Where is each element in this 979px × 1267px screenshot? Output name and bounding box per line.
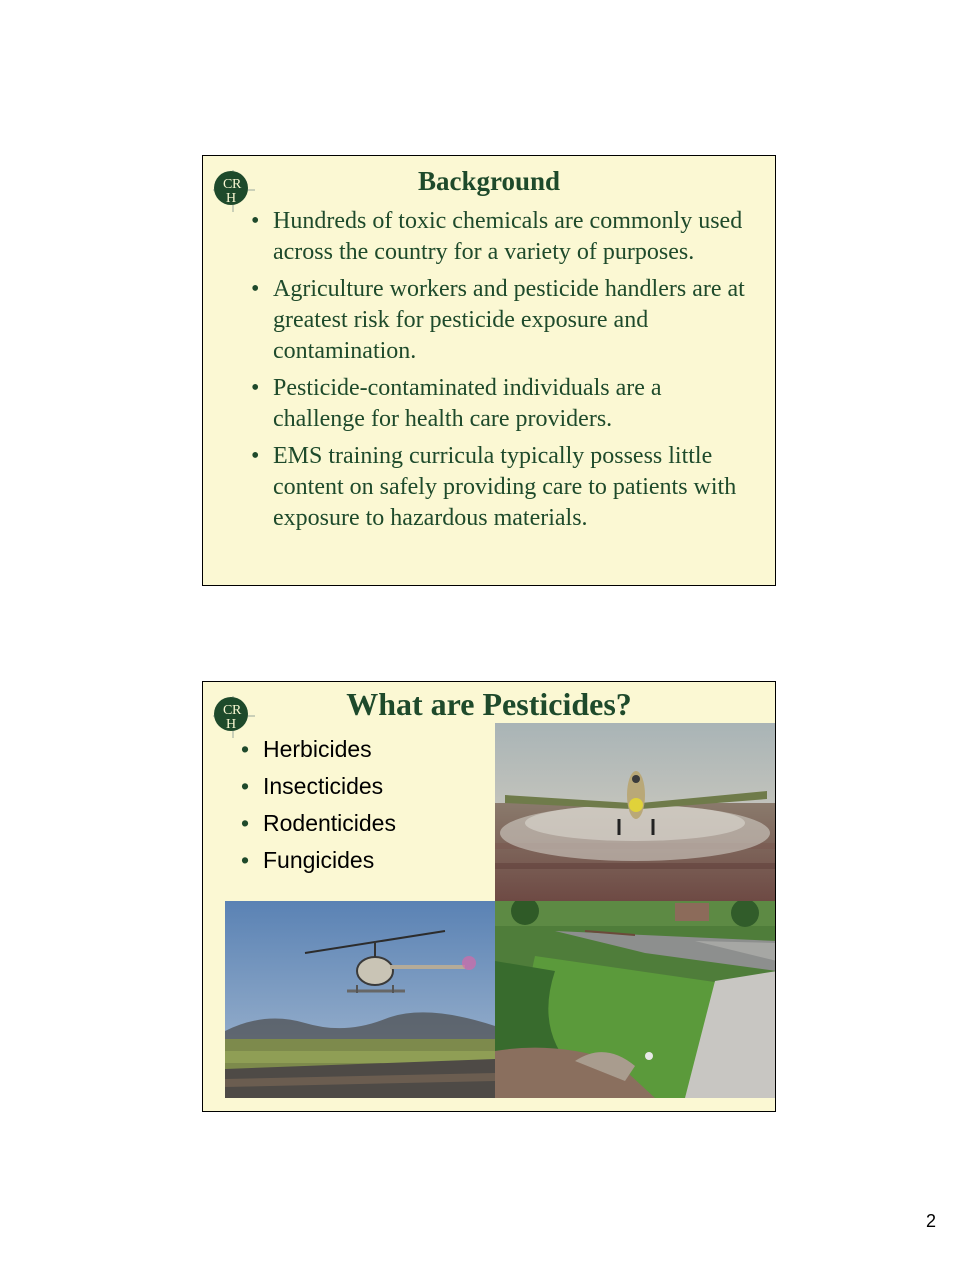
slide-title: What are Pesticides? bbox=[346, 686, 632, 722]
lawn-photo bbox=[495, 901, 776, 1098]
slide-title: Background bbox=[417, 166, 561, 196]
bullet-item: • Insecticides bbox=[239, 771, 396, 808]
bullet-list bbox=[239, 734, 396, 882]
svg-text:R: R bbox=[232, 703, 242, 718]
bullet-item: • Pesticide-contaminated individuals are a challenge for health care providers. bbox=[251, 373, 751, 435]
slide-what-are-pesticides bbox=[202, 681, 776, 1112]
bullet-item: • Rodenticides bbox=[239, 808, 396, 845]
crop-duster-photo bbox=[495, 723, 776, 901]
helicopter-photo bbox=[225, 901, 495, 1098]
svg-text:H: H bbox=[226, 717, 237, 732]
bullet-item: • Agriculture workers and pesticide handlers are at greatest risk for pesticide exposure and contamination. bbox=[251, 274, 751, 367]
bullet-item: • Hundreds of toxic chemicals are commonly used across the country for a variety of purposes. bbox=[251, 206, 751, 268]
svg-text:C: C bbox=[223, 177, 233, 192]
bullet-list bbox=[251, 206, 751, 540]
bullet-item: • EMS training curricula typically possess little content on safely providing care to patients with exposure to hazardous materials. bbox=[251, 441, 751, 534]
slide-background bbox=[202, 155, 776, 586]
svg-text:C: C bbox=[223, 703, 233, 718]
svg-text:H: H bbox=[226, 191, 237, 206]
page-number: 2 bbox=[926, 1211, 937, 1231]
svg-text:R: R bbox=[232, 177, 242, 192]
bullet-item: • Fungicides bbox=[239, 845, 396, 882]
bullet-item: • Herbicides bbox=[239, 734, 396, 771]
